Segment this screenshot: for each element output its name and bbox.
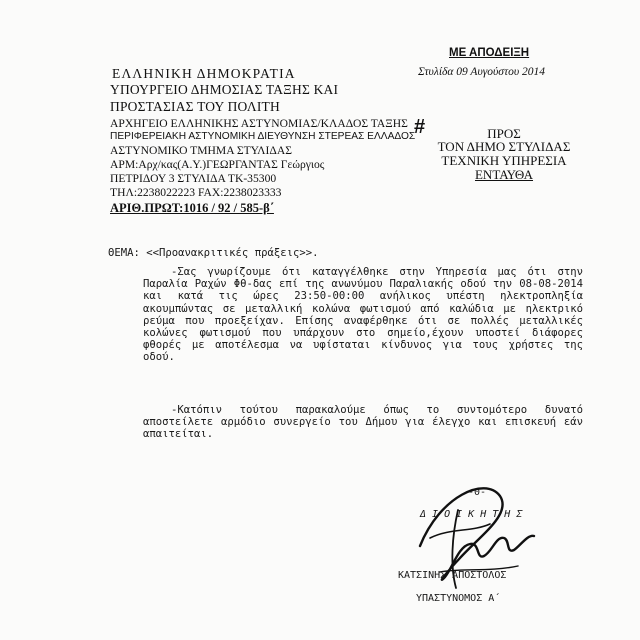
body-paragraph-1-text: -Σας γνωρίζουμε ότι καταγγέλθηκε στην Υπηρεσία μας ότι στην Παραλία Ραχών Φθ-δας επί της ανωνύμου Παραλιακής οδού την 08-08-2014 και κατά τις ώρες 23:50-00:00 ανήλικος υπέστη ηλεκτροπληξία ακουμπώντας σε μεταλλική κολώνα φωτισμού από καλώδια με ηλεκτρικό ρεύμα που προεξείχαν. Επίσης αναφέρθηκε ότι σε πολλές μεταλλικές κολώνες φωτισμού που υπάρχουν στο σημείο,έχουν υποστεί διάφορες φθορές με αποτέλεσμα να υφίσταται κίνδυνος για τους χρήστες της οδού. bbox=[143, 266, 583, 364]
department-line: ΑΣΤΥΝΟΜΙΚΟ ΤΜΗΜΑ ΣΤΥΛΙΔΑΣ bbox=[110, 144, 292, 157]
hash-mark: # bbox=[414, 116, 426, 138]
protocol-number: ΑΡΙΘ.ΠΡΩΤ:1016 / 92 / 585-β΄ bbox=[110, 201, 274, 215]
hq-line: ΑΡΧΗΓΕΙΟ ΕΛΛΗΝΙΚΗΣ ΑΣΤΥΝΟΜΙΑΣ/ΚΛΑΔΟΣ ΤΑΞΗΣ bbox=[110, 117, 408, 130]
address-line: ΠΕΤΡΙΔΟΥ 3 ΣΤΥΛΙΔΑ ΤΚ-35300 bbox=[110, 172, 277, 185]
recipient-line-1: ΤΟΝ ΔΗΜΟ ΣΤΥΛΙΔΑΣ bbox=[437, 139, 571, 154]
country-heading: ΕΛΛΗΝΙΚΗ ΔΗΜΟΚΡΑΤΙΑ bbox=[112, 66, 296, 81]
ministry-line-2: ΠΡΟΣΤΑΣΙΑΣ ΤΟΥ ΠΟΛΙΤΗ bbox=[110, 99, 280, 114]
recipient-line-3-text: ΕΝΤΑΥΘΑ bbox=[474, 167, 534, 182]
officer-line: ΑΡΜ:Αρχ/κας(Α.Υ.)ΓΕΩΡΓΑΝΤΑΣ Γεώργιος bbox=[110, 158, 325, 171]
phone-fax-line: ΤΗΛ:2238022223 FAX:2238023333 bbox=[110, 186, 282, 199]
recipient-label: ΠΡΟΣ bbox=[487, 126, 521, 141]
signatory-name: ΚΑΤΣΙΝΗΣ ΑΠΟΣΤΟΛΟΣ bbox=[398, 570, 507, 581]
recipient-line-2: ΤΕΧΝΙΚΗ ΥΠΗΡΕΣΙΑ bbox=[441, 153, 567, 168]
subject-line: ΘΕΜΑ: <<Προανακριτικές πράξεις>>. bbox=[108, 247, 319, 259]
recipient-line-3 bbox=[424, 168, 584, 182]
delivery-note: ΜΕ ΑΠΟΔΕΙΞΗ bbox=[449, 47, 530, 59]
signatory-title: Δ Ι Ο Ι Κ Η Τ Η Σ bbox=[420, 509, 523, 520]
body-paragraph-2-text: -Κατόπιν τούτου παρακαλούμε όπως το συντομότερο δυνατό αποστείλετε αρμόδιο συνεργείο του Δήμου για έλεγχο και επισκευή εάν απαιτείται. bbox=[143, 404, 583, 441]
signature-mark: -0- bbox=[468, 487, 487, 498]
ministry-line-1: ΥΠΟΥΡΓΕΙΟ ΔΗΜΟΣΙΑΣ ΤΑΞΗΣ ΚΑΙ bbox=[110, 82, 339, 97]
body-paragraph-1 bbox=[143, 266, 583, 364]
body-paragraph-2 bbox=[143, 404, 583, 441]
signatory-rank: ΥΠΑΣΤΥΝΟΜΟΣ Α΄ bbox=[416, 593, 501, 604]
regional-directorate-line: ΠΕΡΙΦΕΡΕΙΑΚΗ ΑΣΤΥΝΟΜΙΚΗ ΔΙΕΥΘΥΝΣΗ ΣΤΕΡΕΑΣ ΕΛΛΑΔΟΣ bbox=[110, 131, 416, 142]
date-line: Στυλίδα 09 Αυγούστου 2014 bbox=[418, 66, 545, 78]
